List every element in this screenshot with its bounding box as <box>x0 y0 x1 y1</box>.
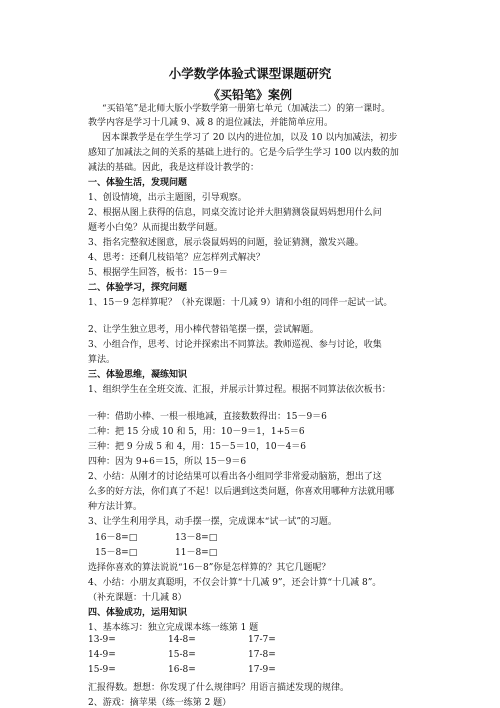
exercise-item: 16－8=□ <box>95 533 138 543</box>
exercise-item: 16-8= <box>168 665 196 675</box>
paragraph-line: 汇报得数。想想：你发现了什么规律吗？用语言描述发现的规律。 <box>88 683 350 693</box>
paragraph-line: 3、小组合作，思考、讨论并探索出不同算法。教师巡视、参与讨论，收集 <box>88 340 382 350</box>
exercise-item: 15-8= <box>168 650 196 660</box>
paragraph-line: 选择你喜欢的算法说说“16－8”你是怎样算的？其它几题呢？ <box>88 563 331 573</box>
paragraph-line: “买铅笔”是北师大版小学数学第一册第七单元（加减法二）的第一课时。 <box>102 104 391 114</box>
document-title: 小学数学体验式课型课题研究 <box>168 66 332 81</box>
exercise-item: 14-8= <box>168 635 196 645</box>
paragraph-line: 1、基本练习：独立完成课本练一练第 1 题 <box>88 623 259 633</box>
exercise-item: 13－8=□ <box>175 533 218 543</box>
paragraph-line: 2、根据从图上获得的信息，同桌交流讨论并大胆猜测袋鼠妈妈想用什么问 <box>88 208 382 218</box>
paragraph-line: 减法的基础。因此，我是这样设计教学的： <box>88 163 260 173</box>
paragraph-line: 3、让学生利用学具，动手摆一摆，完成课本“试一试”的习题。 <box>88 517 337 527</box>
exercise-item: 11－8=□ <box>175 548 218 558</box>
paragraph-line: 一种：借助小棒、一根一根地减，直接数数得出：15－9＝6 <box>88 412 327 422</box>
paragraph-line: 种方法计算。 <box>88 502 143 512</box>
exercise-item: 15－8=□ <box>95 548 138 558</box>
exercise-item: 15-9= <box>88 665 116 675</box>
paragraph-line: 4、小结：小朋友真聪明，不仅会计算“十几减 9”，还会计算“十几减 8”。 <box>88 578 382 588</box>
paragraph-line: 1、创设情境，出示主题图，引导观察。 <box>88 193 247 203</box>
paragraph-line: 2、小结：从刚才的讨论结果可以看出各小组同学非常爱动脑筋，想出了这 <box>88 472 382 482</box>
paragraph-line: 2、游戏：摘苹果（练一练第 2 题） <box>88 698 232 708</box>
document-subtitle: 《买铅笔》案例 <box>207 88 292 102</box>
exercise-item: 17-7= <box>248 635 276 645</box>
paragraph-line: 感知了加减法之间的关系的基础上进行的。它是今后学生学习 100 以内数的加 <box>88 148 399 158</box>
paragraph-line: 四种：因为 9+6＝15，所以 15－9＝6 <box>88 457 247 467</box>
section-heading: 二、体验学习，探究问题 <box>88 283 188 293</box>
paragraph-line: 么多的好方法，你们真了不起！以后遇到这类问题，你喜欢用哪种方法就用哪 <box>88 487 395 497</box>
paragraph-line: 3、指名完整叙述图意，展示袋鼠妈妈的问题，验证猜测，激发兴趣。 <box>88 238 364 248</box>
paragraph-line: 4、思考：还剩几枝铅笔？应怎样列式解决？ <box>88 253 265 263</box>
section-heading: 一、体验生活，发现问题 <box>88 178 188 188</box>
paragraph-line: 题考小白兔？从而提出数学问题。 <box>88 223 224 233</box>
paragraph-line: 二种：把 15 分成 10 和 5，用：10－9＝1，1+5＝6 <box>88 427 305 437</box>
paragraph-line: 5、根据学生回答，板书：15－9＝ <box>88 268 228 278</box>
section-heading: 四、体验成功，运用知识 <box>88 608 188 618</box>
paragraph-line: 教学内容是学习十几减 9、减 8 的退位减法，并能简单应用。 <box>88 118 334 128</box>
paragraph-line: 1、15－9 怎样算呢？（补充课题：十几减 9）请和小组的同伴一起试一试。 <box>88 298 393 308</box>
paragraph-line: 2、让学生独立思考，用小棒代替铅笔摆一摆，尝试解题。 <box>88 325 319 335</box>
exercise-item: 17-9= <box>248 665 276 675</box>
paragraph-line: 1、组织学生在全班交流、汇报，并展示计算过程。根据不同算法依次板书： <box>88 385 391 395</box>
paragraph-line: 因本课教学是在学生学习了 20 以内的进位加，以及 10 以内加减法，初步 <box>102 133 398 143</box>
paragraph-line: （补充课题：十几减 8） <box>88 593 187 603</box>
paragraph-line: 三种：把 9 分成 5 和 4，用：15－5＝10，10－4＝6 <box>88 442 307 452</box>
paragraph-line: 算法。 <box>88 355 116 365</box>
exercise-item: 17-8= <box>248 650 276 660</box>
section-heading: 三、体验思维，凝练知识 <box>88 370 188 380</box>
exercise-item: 14-9= <box>88 650 116 660</box>
exercise-item: 13-9= <box>88 635 116 645</box>
